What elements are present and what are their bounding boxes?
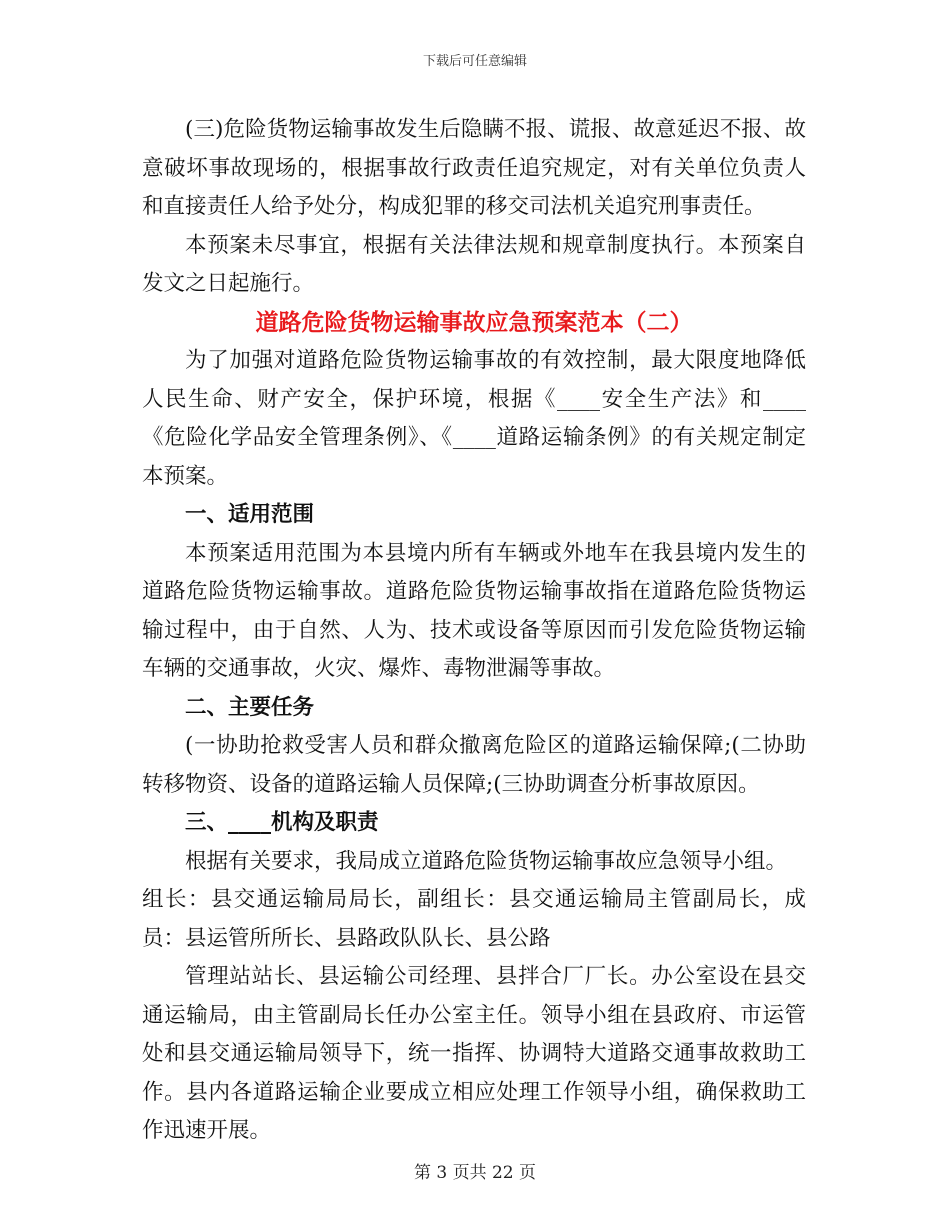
paragraph-intro: 为了加强对道路危险货物运输事故的有效控制，最大限度地降低人民生命、财产安全，保护环境，根据《____安全生产法》和____《危险化学品安全管理条例》、《____道路运输条例》的有关规定制定本预案。	[142, 348, 806, 489]
document-title: 道路危险货物运输事故应急预案范本（二）	[255, 309, 693, 336]
paragraph-scope: 本预案适用范围为本县境内所有车辆或外地车在我县境内发生的道路危险货物运输事故。道路危险货物运输事故指在道路危险货物运输过程中，由于自然、人为、技术或设备等原因而引发危险货物运输车辆的交通事故，火灾、爆炸、毒物泄漏等事故。	[142, 540, 806, 681]
paragraph-organization-office: 管理站站长、县运输公司经理、县拌合厂厂长。办公室设在县交通运输局，由主管副局长任办公室主任。领导小组在县政府、市运管处和县交通运输局领导下，统一指挥、协调特大道路交通事故救助工作。县内各道路运输企业要成立相应处理工作领导小组，确保救助工作迅速开展。	[142, 964, 806, 1143]
paragraph-effective-date: 本预案未尽事宜，根据有关法律法规和规章制度执行。本预案自发文之日起施行。	[142, 232, 806, 296]
section-heading-scope: 一、适用范围	[185, 502, 315, 527]
section-heading-organization: 三、____机构及职责	[185, 810, 379, 835]
page-header-note: 下载后可任意编辑	[422, 54, 527, 69]
paragraph-organization-intro: 根据有关要求，我局成立道路危险货物运输事故应急领导小组。	[185, 848, 788, 874]
paragraph-organization-members: 组长：县交通运输局局长，副组长：县交通运输局主管副局长，成员：县运管所所长、县路政队队长、县公路	[142, 887, 806, 951]
paragraph-tasks: (一协助抢救受害人员和群众撤离危险区的道路运输保障;(二协助转移物资、设备的道路运输人员保障;(三协助调查分析事故原因。	[142, 733, 806, 797]
document-body	[142, 111, 806, 1151]
page-number: 第 3 页共 22 页	[413, 1163, 537, 1183]
paragraph-penalty: (三)危险货物运输事故发生后隐瞒不报、谎报、故意延迟不报、故意破坏事故现场的，根据事故行政责任追究规定，对有关单位负责人和直接责任人给予处分，构成犯罪的移交司法机关追究刑事责任。	[142, 117, 806, 219]
section-heading-tasks: 二、主要任务	[185, 694, 315, 720]
